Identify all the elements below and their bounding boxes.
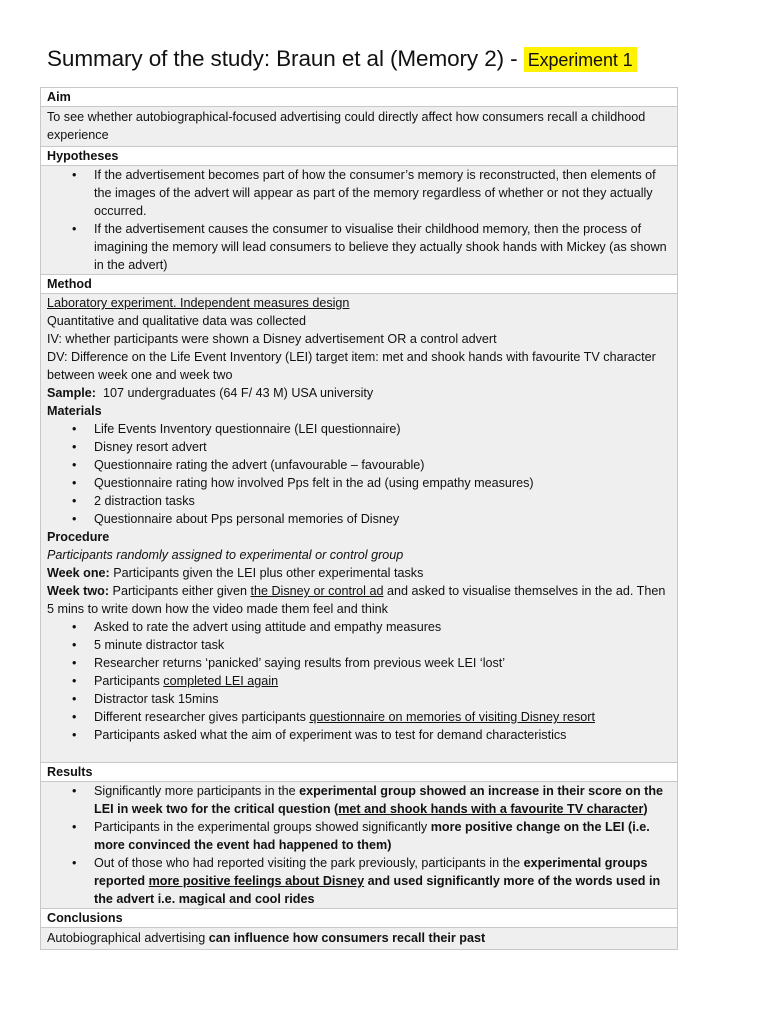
week-two-pre: Participants either given (109, 584, 251, 598)
aim-text: autobiographical-focused advertising could directly affect how consumers recall a childhood experience (47, 110, 646, 142)
result-underlined: met and shook hands with a favourite TV character (338, 802, 644, 816)
procedure-step: • Researcher returns ‘panicked’ saying results from previous week LEI ‘lost’ (94, 654, 671, 672)
result-bold: and used significantly more of the words used in the advert i.e. magical and cool rides (94, 874, 661, 906)
procedure-step: • Participants asked what the aim of experiment was to test for demand characteristics (94, 726, 671, 744)
hypotheses-list (47, 166, 671, 274)
material-item: • Disney resort advert (94, 438, 671, 456)
material-item: • Questionnaire rating the advert (unfavourable – favourable) (94, 456, 671, 474)
title-main: Summary of the study: Braun et al (Memory 2) - (47, 46, 524, 71)
method-iv: IV: whether participants were shown a Disney advertisement OR a control advert (47, 332, 497, 346)
step-underlined: questionnaire on memories of visiting Disney resort (309, 710, 595, 724)
conclusion-text: Autobiographical advertising (47, 931, 209, 945)
week-one (47, 564, 671, 582)
result-item (94, 818, 671, 854)
result-text: Out of those who had reported visiting the park previously, participants in the (94, 856, 524, 870)
week-two-underlined: the Disney or control ad (250, 584, 384, 598)
procedure-heading: Procedure (47, 530, 110, 544)
procedure-step (94, 672, 671, 690)
page-title (47, 46, 637, 72)
result-underlined: more positive feelings about Disney (148, 874, 365, 888)
hypotheses-heading: Hypotheses (41, 147, 678, 166)
result-text: Participants in the experimental groups showed significantly (94, 820, 431, 834)
procedure-step: • Asked to rate the advert using attitude and empathy measures (94, 618, 671, 636)
hypothesis-item: • If the advertisement causes the consumer to visualise their childhood memory, then the process of imagining the memory will lead consumers to believe they actually shook hands with Mickey (as shown in the advert) (94, 220, 671, 274)
method-sample (47, 384, 671, 402)
result-item (94, 854, 671, 908)
material-item: • Questionnaire rating how involved Pps felt in the ad (using empathy measures) (94, 474, 671, 492)
procedure-step (94, 708, 671, 726)
material-item: • Life Events Inventory questionnaire (LEI questionnaire) (94, 420, 671, 438)
method-data: Quantitative and qualitative data was collected (47, 314, 307, 328)
aim-prefix: To see whether (47, 110, 136, 124)
sample-label: Sample: (47, 386, 96, 400)
material-item: • 2 distraction tasks (94, 492, 671, 510)
method-dv: DV: Difference on the Life Event Inventory (LEI) target item: met and shook hands with favourite TV character between week one and week two (47, 350, 656, 382)
method-heading: Method (41, 275, 678, 294)
materials-list (47, 420, 671, 528)
procedure-intro: Participants randomly assigned to experimental or control group (47, 548, 404, 562)
procedure-step: • Distractor task 15mins (94, 690, 671, 708)
conclusion-bold: can influence how consumers recall their past (208, 931, 486, 945)
step-text: Different researcher gives participants (94, 710, 310, 724)
procedure-step: • 5 minute distractor task (94, 636, 671, 654)
week-two (47, 582, 671, 618)
conclusions-body (41, 928, 678, 950)
method-design: Laboratory experiment. Independent measures design (47, 296, 350, 310)
step-text: Participants (94, 674, 164, 688)
procedure-steps (47, 618, 671, 744)
method-body (41, 294, 678, 763)
sample-text: 107 undergraduates (64 F/ 43 M) USA university (96, 386, 374, 400)
aim-body (41, 107, 678, 147)
aim-heading: Aim (41, 88, 678, 107)
results-body (41, 782, 678, 909)
step-underlined: completed LEI again (163, 674, 279, 688)
week-two-label: Week two: (47, 584, 110, 598)
title-highlight: Experiment 1 (524, 47, 637, 72)
material-item: • Questionnaire about Pps personal memories of Disney (94, 510, 671, 528)
hypothesis-item: • If the advertisement becomes part of how the consumer’s memory is reconstructed, then elements of the images of the advert will appear as part of the memory regardless of whether or not they actually occurred. (94, 166, 671, 220)
result-bold: more positive change on the LEI (i.e. more convinced the event had happened to them) (94, 820, 650, 852)
result-bold: experimental group showed an increase in their score on the LEI in week two for the critical question ( (94, 784, 664, 816)
result-text: Significantly more participants in the (94, 784, 300, 798)
results-heading: Results (41, 763, 678, 782)
result-bold: experimental groups reported (94, 856, 648, 888)
results-list (47, 782, 671, 908)
week-two-post: and asked to visualise themselves in the ad. Then 5 mins to write down how the video made them feel and think (47, 584, 666, 616)
hypotheses-body (41, 166, 678, 275)
result-item (94, 782, 671, 818)
week-one-label: Week one: (47, 566, 110, 580)
conclusions-heading: Conclusions (41, 909, 678, 928)
summary-table (40, 87, 678, 950)
week-one-text: Participants given the LEI plus other experimental tasks (109, 566, 424, 580)
result-bold: ) (643, 802, 648, 816)
materials-heading: Materials (47, 404, 102, 418)
